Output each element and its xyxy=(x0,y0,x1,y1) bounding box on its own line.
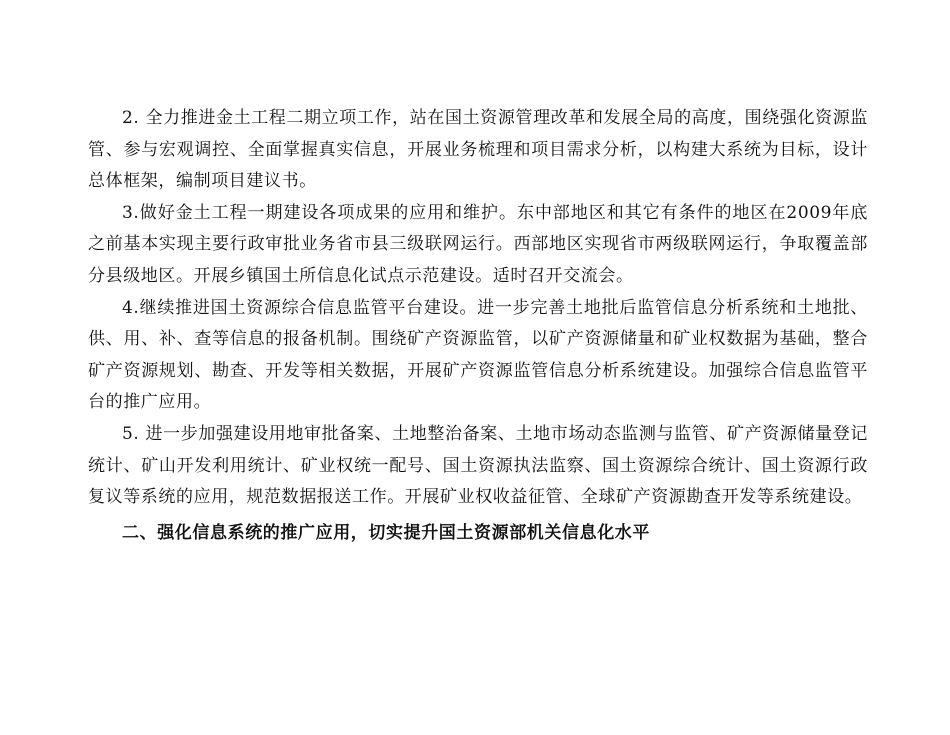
section-heading: 二、强化信息系统的推广应用，切实提升国土资源部机关信息化水平 xyxy=(122,522,650,543)
paragraph-item-5: 5. 进一步加强建设用地审批备案、土地整治备案、土地市场动态监测与监管、矿产资源储量登记统计、矿山开发利用统计、矿业权统一配号、国土资源执法监察、国土资源综合统计、国土资源行政复议等系统的应用，规范数据报送工作。开展矿业权收益征管、全球矿产资源勘查开发等系统建设。 xyxy=(88,423,868,508)
paragraph-item-3: 3.做好金土工程一期建设各项成果的应用和维护。东中部地区和其它有条件的地区在2009年底之前基本实现主要行政审批业务省市县三级联网运行。西部地区实现省市两级联网运行，争取覆盖部分县级地区。开展乡镇国土所信息化试点示范建设。适时召开交流会。 xyxy=(88,202,868,286)
document-body xyxy=(88,103,868,549)
paragraph-item-4: 4.继续推进国土资源综合信息监管平台建设。进一步完善土地批后监管信息分析系统和土地批、供、用、补、查等信息的报备机制。围绕矿产资源监管，以矿产资源储量和矿业权数据为基础，整合矿产资源规划、勘查、开发等相关数据，开展矿产资源监管信息分析系统建设。加强综合信息监管平台的推广应用。 xyxy=(88,297,868,413)
paragraph-item-2: 2. 全力推进金土工程二期立项工作，站在国土资源管理改革和发展全局的高度，围绕强化资源监管、参与宏观调控、全面掌握真实信息，开展业务梳理和项目需求分析，以构建大系统为目标，设计总体框架，编制项目建议书。 xyxy=(88,108,868,192)
